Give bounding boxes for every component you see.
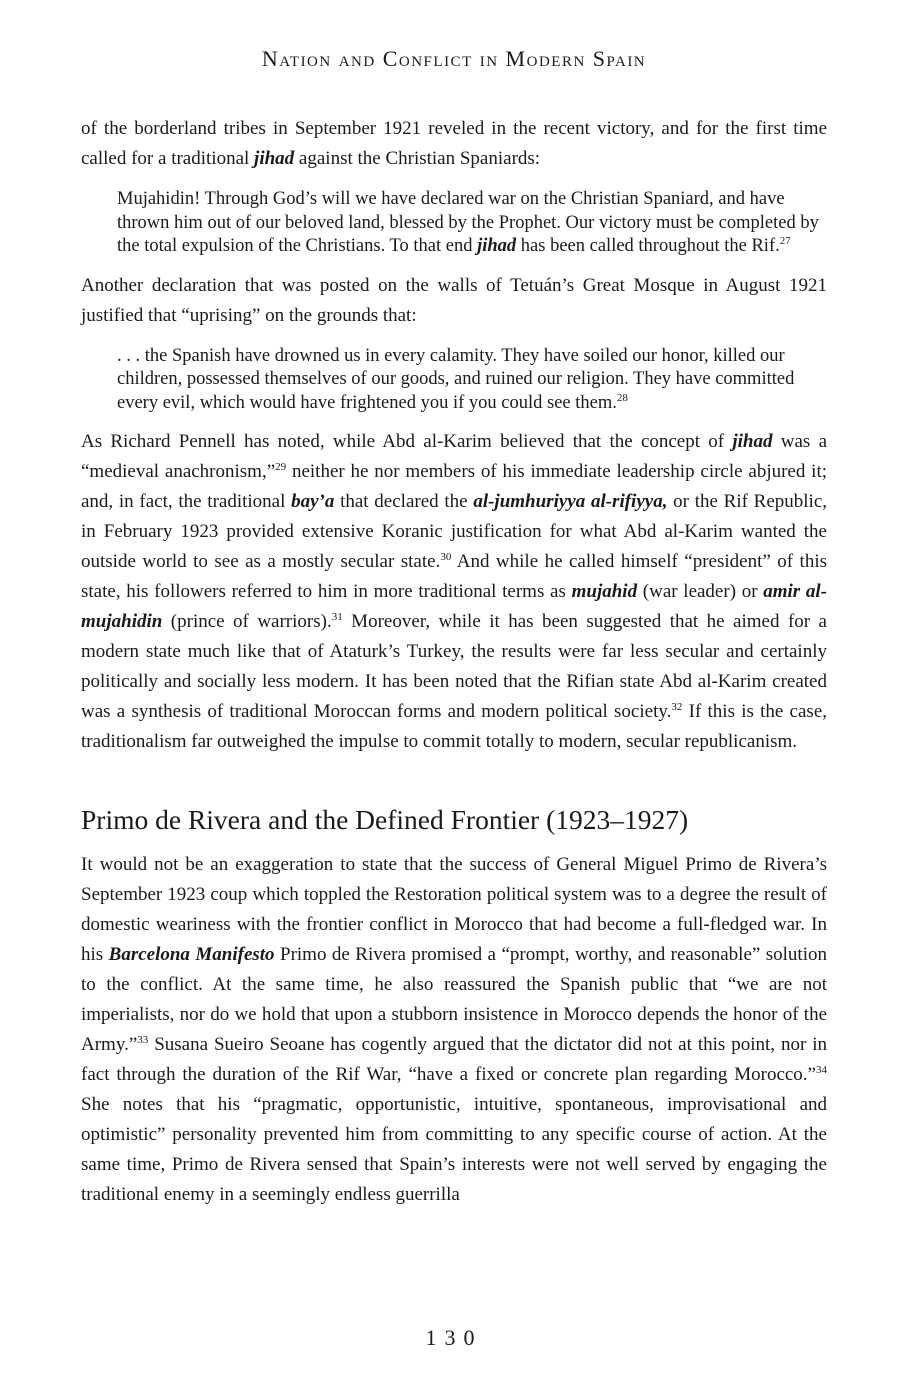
footnote-ref: 31 (331, 611, 343, 623)
section-heading (81, 803, 827, 837)
footnote-ref: 28 (616, 391, 628, 404)
footnote-ref: 29 (275, 461, 287, 473)
text-run: Mujahidin! Through God’s will we have declared war on the Christian Spaniard, and have thrown him out of our beloved land, blessed by the Prophet. Our victory must be completed by the total expulsion of the Christians. To that end (117, 189, 819, 256)
footnote-ref: 30 (440, 551, 452, 563)
footnote-ref: 34 (816, 1064, 827, 1076)
text-run: And while he called himself “president” of this state, his followers referred to him in more traditional terms as (81, 551, 827, 602)
page-number: 130 (425, 1325, 483, 1350)
running-head: Nation and Conflict in Modern Spain (261, 46, 647, 71)
footnote-ref: 32 (671, 701, 683, 713)
paragraph (81, 850, 827, 1210)
italic-term: al-jumhuriyya al-rifiyya, (473, 491, 668, 512)
text-run: against the Christian Spaniards: (294, 148, 541, 169)
text-run: Susana Sueiro Seoane has cogently argued that the dictator did not at this point, nor in fact through the duration of the Rif War, “have a fixed or concrete plan regarding Morocco.” (81, 1034, 827, 1085)
text-run: As Richard Pennell has noted, while Abd al-Karim believed that the concept of (81, 431, 733, 452)
footnote-ref: 33 (137, 1034, 149, 1046)
text-run: She notes that his “pragmatic, opportunistic, intuitive, spontaneous, improvisational and optimistic” personality prevented him from committing to any specific course of action. At the same time, Primo de Rivera sensed that Spain’s interests were not well served by engaging the traditional enemy in a seemingly endless guerrilla (81, 1094, 827, 1205)
text-run: Primo de Rivera promised a “prompt, worthy, and reasonable” solution to the conflict. At the same time, he also reassured the Spanish public that “we are not imperialists, nor do we hold that upon a stubborn insistence in Morocco depends the honor of the Army.” (81, 944, 827, 1055)
text-run: If this is the case, traditionalism far outweighed the impulse to commit totally to modern, secular republicanism. (81, 701, 828, 752)
text-run: Primo de Rivera and the Defined Frontier (1923–1927) (81, 804, 689, 835)
text-run: (war leader) or (637, 581, 764, 602)
paragraph (81, 114, 827, 174)
italic-term: Barcelona Manifesto (108, 944, 275, 965)
italic-term: jihad (477, 236, 517, 256)
page-body (81, 114, 827, 1210)
text-run: . . . the Spanish have drowned us in every calamity. They have soiled our honor, killed our children, possessed themselves of our goods, and ruined our religion. They have committed every evil, which would have frightened you if you could see them. (117, 345, 795, 413)
text-run: Moreover, while it has been suggested that he aimed for a modern state much like that of Ataturk’s Turkey, the results were far less secular and certainly politically and socially less modern. It has been noted that the Rifian state Abd al-Karim created was a synthesis of traditional Moroccan forms and modern political society. (81, 611, 827, 722)
text-run: of the borderland tribes in September 1921 reveled in the recent victory, and for the first time called for a traditional (81, 118, 827, 169)
paragraph (81, 427, 827, 757)
text-run: was a “medieval anachronism,” (81, 431, 828, 482)
paragraph (81, 271, 827, 331)
text-run: that declared the (334, 491, 474, 512)
footnote-ref: 27 (779, 235, 791, 247)
italic-term: jihad (732, 431, 773, 452)
text-run: neither he nor members of his immediate leadership circle abjured it; and, in fact, the traditional (81, 461, 827, 512)
italic-term: amir al-mujahidin (81, 581, 828, 632)
text-run: has been called throughout the Rif. (516, 236, 780, 256)
block-quote (81, 188, 827, 259)
text-run: Another declaration that was posted on the walls of Tetuán’s Great Mosque in August 1921 justified that “uprising” on the grounds that: (81, 274, 827, 326)
block-quote (81, 345, 827, 416)
text-run: (prince of warriors). (162, 611, 332, 632)
italic-term: jihad (254, 148, 295, 169)
italic-term: bay’a (291, 491, 335, 512)
italic-term: mujahid (571, 581, 638, 602)
text-run: or the Rif Republic, in February 1923 provided extensive Koranic justification for what Abd al-Karim wanted the outside world to see as a mostly secular state. (81, 491, 828, 572)
text-run: It would not be an exaggeration to state that the success of General Miguel Primo de Rivera’s September 1923 coup which toppled the Restoration political system was to a degree the result of domestic weariness with the frontier conflict in Morocco that had become a full-fledged war. In his (81, 854, 827, 965)
